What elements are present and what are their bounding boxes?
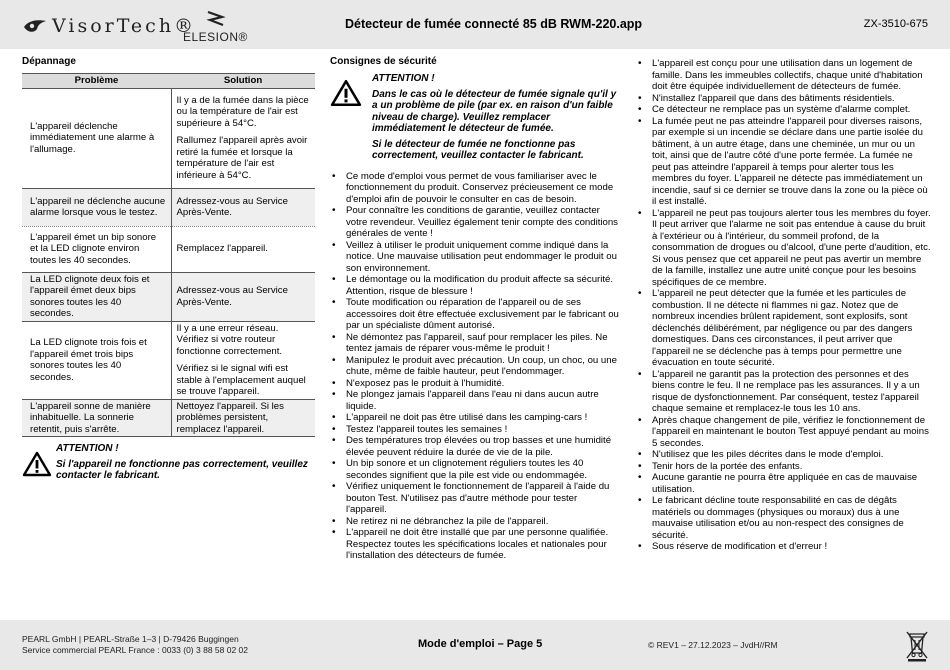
solution-cell bbox=[171, 321, 315, 399]
warning-triangle-icon bbox=[330, 73, 372, 162]
list-item: • N'utilisez que les piles décrites dans le mode d'emploi. bbox=[636, 449, 931, 461]
page-footer bbox=[0, 620, 950, 670]
depannage-section bbox=[22, 56, 315, 482]
list-item: • Ce mode d'emploi vous permet de vous familiariser avec le fonctionnement du produit. Conservez précieusement ce mode d'emploi afin de pouvoir le consulter en cas de besoin. bbox=[330, 171, 620, 206]
table-row bbox=[22, 188, 315, 226]
list-item: • Ne retirez ni ne débranchez la pile de l'appareil. bbox=[330, 516, 620, 528]
list-item: • L'appareil ne doit être installé que par une personne qualifiée. Respectez toutes les spécifications locales et nationales pour l'installation des détecteurs de fumée. bbox=[330, 527, 620, 562]
service-line: Service commercial PEARL France : 0033 (0) 3 88 58 02 02 bbox=[22, 645, 248, 655]
problem-cell: L'appareil émet un bip sonore et la LED clignote environ toutes les 40 secondes. bbox=[22, 226, 171, 272]
solution-cell: Remplacez l'appareil. bbox=[171, 226, 315, 272]
visortech-mark-icon bbox=[22, 15, 48, 37]
elesion-logo bbox=[183, 10, 253, 44]
table-row bbox=[22, 88, 315, 188]
list-item: • N'exposez pas le produit à l'humidité. bbox=[330, 378, 620, 390]
list-item: • Manipulez le produit avec précaution. Un coup, un choc, ou une chute, même de faible hauteur, peut l'endommager. bbox=[330, 355, 620, 378]
solution-text: Il y a une erreur réseau. Vérifiez si votre routeur fonctionne correctement. bbox=[176, 322, 283, 357]
depannage-warning bbox=[22, 443, 315, 482]
table-header-row bbox=[22, 74, 315, 89]
list-item: • Un bip sonore et un clignotement réguliers toutes les 40 secondes signifient que la pile est vide ou endommagée. bbox=[330, 458, 620, 481]
product-code: ZX-3510-675 bbox=[863, 18, 928, 30]
solution-cell: Adressez-vous au Service Après-Vente. bbox=[171, 272, 315, 321]
column-header-problem: Problème bbox=[22, 74, 171, 89]
table-row bbox=[22, 399, 315, 437]
page-number: Mode d'emploi – Page 5 bbox=[418, 638, 543, 650]
list-item: • Sous réserve de modification et d'erreur ! bbox=[636, 541, 931, 553]
elesion-mark-icon bbox=[205, 10, 227, 30]
table-row bbox=[22, 226, 315, 272]
solution-text: Rallumez l'appareil après avoir retiré la fumée et lorsque la température de l'air est inférieure à 54°C. bbox=[176, 135, 308, 181]
troubleshooting-table bbox=[22, 73, 315, 437]
column-header-solution: Solution bbox=[171, 74, 315, 89]
solution-cell bbox=[171, 88, 315, 188]
list-item: • Toute modification ou réparation de l'appareil ou de ses accessoires doit être effectuée exclusivement par le fabricant ou par un spécialiste dûment autorisé. bbox=[330, 297, 620, 332]
depannage-title: Dépannage bbox=[22, 56, 76, 67]
list-item: • Pour connaître les conditions de garantie, veuillez contacter votre revendeur. Veuillez également tenir compte des conditions générales de vente ! bbox=[330, 205, 620, 240]
problem-cell: L'appareil déclenche immédiatement une alarme à l'allumage. bbox=[22, 88, 171, 188]
address-line: PEARL GmbH | PEARL-Straße 1–3 | D-79426 Buggingen bbox=[22, 634, 239, 644]
list-item: • La fumée peut ne pas atteindre l'appareil pour diverses raisons, par exemple si un incendie se déclare dans une partie isolée du bâtiment, à un autre étage, dans une cheminée, un mur ou un toit, ainsi que de l'autre côté d'une porte fermée. La fumée ne peut pas atteindre l'appareil à temps pour alerter tous les membres du foyer. L'appareil ne détecte pas immédiatement un incendie, sauf si ce dernier se trouve dans la zone ou la pièce où il est installé. bbox=[636, 116, 931, 208]
safety-title: Consignes de sécurité bbox=[330, 56, 437, 67]
list-item: • L'appareil ne peut détecter que la fumée et les particules de combustion. Il ne détecte ni flammes ni gaz. Notez que de nombreux incendies brûlent rapidement, sont explosifs, sont déclenchés délibérément, par négligence ou par des dangers domestiques. Dans ces circonstances, il peut arriver que l'appareil ne se déclenche pas à temps pour permettre une évacuation en toute sécurité. bbox=[636, 288, 931, 369]
warning-title: ATTENTION ! bbox=[56, 443, 119, 454]
list-item: • L'appareil ne garantit pas la protection des personnes et des biens contre le feu. Il ne remplace pas les assurances. Il y a un risque de dysfonctionnement. Par conséquent, testez l'appareil chaque semaine et remplacez-le tous les 10 ans. bbox=[636, 369, 931, 415]
list-item: • Ne plongez jamais l'appareil dans l'eau ni dans aucun autre liquide. bbox=[330, 389, 620, 412]
list-item: • Vérifiez uniquement le fonctionnement de l'appareil à l'aide du bouton Test. N'utilisez pas d'autre méthode pour tester l'appareil. bbox=[330, 481, 620, 516]
brand-name: VisorTech® bbox=[52, 15, 197, 37]
footer-address bbox=[22, 634, 248, 656]
list-item: • Des températures trop élevées ou trop basses et une humidité élevée peuvent réduire la durée de vie de la pile. bbox=[330, 435, 620, 458]
list-item: • N'installez l'appareil que dans des bâtiments résidentiels. bbox=[636, 93, 931, 105]
list-item: • L'appareil est conçu pour une utilisation dans un logement de famille. Dans les immeubles collectifs, chaque unité d'habitation doit être équipée individuellement de détecteurs de fumée. bbox=[636, 58, 931, 93]
problem-cell: L'appareil sonne de manière inhabituelle. La sonnerie retentit, puis s'arrête. bbox=[22, 399, 171, 437]
warning-triangle-icon bbox=[22, 443, 56, 482]
problem-cell: La LED clignote trois fois et l'appareil émet trois bips sonores toutes les 40 secondes. bbox=[22, 321, 171, 399]
elesion-brand: ELESION® bbox=[183, 30, 248, 44]
list-item: • Ne démontez pas l'appareil, sauf pour remplacer les piles. Ne tentez jamais de réparer vous-même le produit ! bbox=[330, 332, 620, 355]
safety-warning bbox=[330, 73, 620, 162]
warning-text: Si le détecteur de fumée ne fonctionne pas correctement, veuillez contacter le fabricant. bbox=[372, 138, 584, 161]
problem-cell: La LED clignote deux fois et l'appareil émet deux bips sonores toutes les 40 secondes. bbox=[22, 272, 171, 321]
document-title: Détecteur de fumée connecté 85 dB RWM-220.app bbox=[345, 17, 643, 31]
list-item: • L'appareil ne doit pas être utilisé dans les camping-cars ! bbox=[330, 412, 620, 424]
visortech-logo bbox=[22, 10, 196, 42]
list-item: • Ce détecteur ne remplace pas un système d'alarme complet. bbox=[636, 104, 931, 116]
page-header bbox=[0, 0, 950, 49]
list-item: • Le fabricant décline toute responsabilité en cas de dégâts matériels ou dommages (physiques ou moraux) dus à une mauvaise utilisation et/ou au non-respect des consignes de sécurité. bbox=[636, 495, 931, 541]
table-row bbox=[22, 272, 315, 321]
safety-section-continued bbox=[636, 58, 931, 553]
warning-title: ATTENTION ! bbox=[372, 73, 435, 84]
list-item: • Testez l'appareil toutes les semaines ! bbox=[330, 424, 620, 436]
revision-info: © REV1 – 27.12.2023 – JvdH//RM bbox=[648, 640, 778, 650]
solution-cell: Nettoyez l'appareil. Si les problèmes persistent, remplacez l'appareil. bbox=[171, 399, 315, 437]
warning-text: Dans le cas où le détecteur de fumée signale qu'il y a un problème de pile (par ex. en raison d'un faible niveau de charge). Veuillez remplacer immédiatement le détecteur de fumée. bbox=[372, 88, 617, 134]
list-item: • Aucune garantie ne pourra être appliquée en cas de mauvaise utilisation. bbox=[636, 472, 931, 495]
solution-cell: Adressez-vous au Service Après-Vente. bbox=[171, 188, 315, 226]
safety-list bbox=[330, 171, 620, 562]
problem-cell: L'appareil ne déclenche aucune alarme lorsque vous le testez. bbox=[22, 188, 171, 226]
safety-list-continued bbox=[636, 58, 931, 553]
weee-crossed-bin-icon bbox=[905, 628, 929, 662]
warning-text: Si l'appareil ne fonctionne pas correctement, veuillez contacter le fabricant. bbox=[56, 458, 308, 481]
list-item: • Tenir hors de la portée des enfants. bbox=[636, 461, 931, 473]
solution-text: Vérifiez si le signal wifi est stable à l'emplacement auquel se trouve l'appareil. bbox=[176, 363, 306, 397]
list-item: • Le démontage ou la modification du produit affecte sa sécurité. Attention, risque de blessure ! bbox=[330, 274, 620, 297]
list-item: • L'appareil ne peut pas toujours alerter tous les membres du foyer. Il peut arriver que l'alarme ne soit pas entendue à cause du bruit à l'extérieur ou à l'intérieur, du sommeil profond, de la consommation de drogues ou d'alcool, d'une perte d'audition, etc. Si vous pensez que cet appareil ne peut pas avertir un membre de la famille, installez une autre unité conçue pour les besoins spécifiques de ce membre. bbox=[636, 208, 931, 289]
solution-text: Il y a de la fumée dans la pièce ou la température de l'air est supérieure à 54°C. bbox=[176, 94, 309, 129]
list-item: • Après chaque changement de pile, vérifiez le fonctionnement de l'appareil en maintenant le bouton Test appuyé pendant au moins 5 secondes. bbox=[636, 415, 931, 450]
table-row bbox=[22, 321, 315, 399]
list-item: • Veillez à utiliser le produit uniquement comme indiqué dans la notice. Une mauvaise utilisation peut endommager le produit ou son environnement. bbox=[330, 240, 620, 275]
safety-section bbox=[330, 56, 620, 562]
